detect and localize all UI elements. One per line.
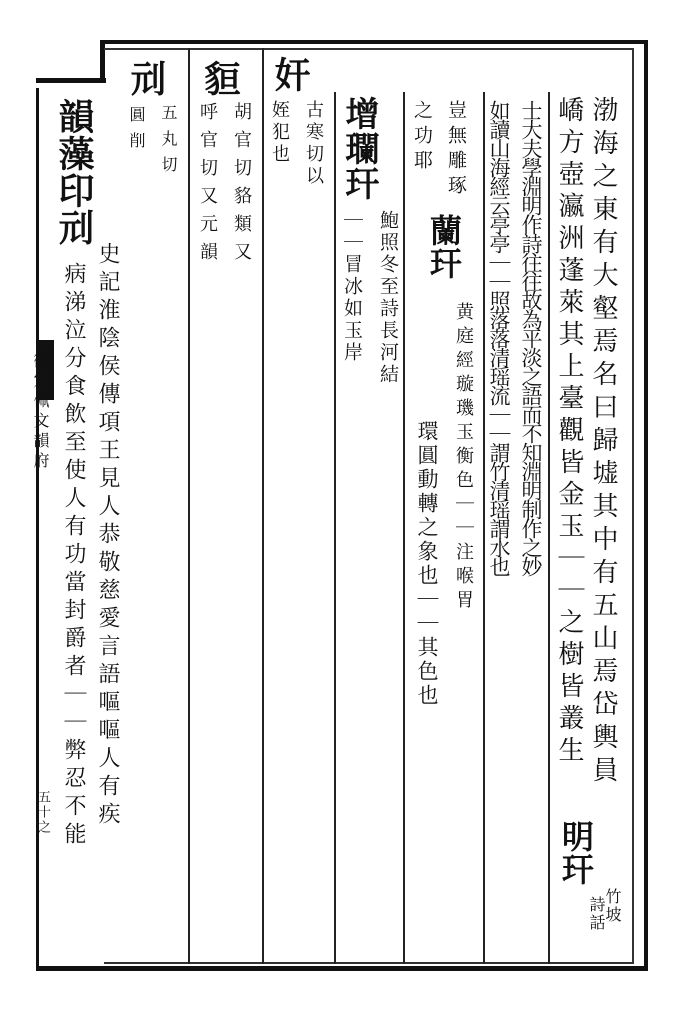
text-column-6: 之功耶 — [411, 100, 433, 175]
margin-rule — [36, 88, 39, 968]
bottom-border — [36, 966, 648, 971]
running-title: 御定佩文韻府 — [31, 352, 50, 472]
text-column-12: 五丸切 — [159, 104, 178, 182]
entry-heading: 增瓓玕 — [339, 96, 379, 201]
text-column-9: 古寒切以 — [303, 100, 324, 188]
text-column-7: 鮑照冬至詩長河結 — [377, 210, 399, 386]
text-column-3: 士大夫學淵明作詩往往故為平淡之語而不知淵明制作之妙 — [519, 100, 543, 575]
entry-heading: 蘭玕 — [425, 214, 463, 280]
col-divider — [403, 92, 405, 964]
text-column-5b: 黄庭經璇璣玉衡色｜｜注喉胃 — [453, 302, 474, 614]
text-column-13: 圓削 — [127, 106, 146, 158]
text-column-10: 胡官切貉類又 — [231, 102, 252, 270]
text-column-5: 豈無雕琢 — [445, 100, 467, 200]
col-divider — [334, 92, 336, 964]
text-column-6b: 環圓動轉之象也｜｜其色也 — [415, 420, 439, 708]
folio-number: 五十之 — [35, 790, 50, 835]
entry-heading: 刓 — [125, 60, 167, 97]
entry-heading: 奸 — [269, 56, 311, 93]
entry-heading: 明玕 — [557, 820, 595, 886]
col-divider — [548, 92, 550, 964]
text-column-2: 嶠方壺瀛洲蓬萊其上臺觀皆金玉｜｜之樹皆叢生 — [554, 96, 584, 768]
text-column-11: 呼官切又元韻 — [197, 102, 218, 270]
text-column-8: ｜｜冒冰如玉岸 — [341, 210, 363, 364]
entry-heading: 貆 — [199, 60, 241, 97]
section-heading: 韻藻印刓 — [53, 98, 95, 246]
col-divider — [188, 48, 190, 964]
col-divider — [483, 92, 485, 964]
text-column-1: 渤海之東有大壑焉名曰歸墟其中有五山焉岱輿員 — [588, 96, 618, 789]
source-note: 詩話 — [587, 896, 606, 932]
top-border-left — [36, 78, 106, 83]
text-column-9b: 姪犯也 — [269, 100, 290, 166]
text-column-14: 史記淮陰侯傳項王見人恭敬慈愛言語嘔嘔人有疾 — [95, 242, 120, 830]
text-column-15: 病涕泣分食飲至使人有功當封爵者｜｜弊忍不能 — [61, 262, 86, 850]
col-divider — [262, 48, 264, 964]
text-column-4: 如讀山海經云亭亭｜｜照落落清瑶流｜｜謂竹清瑶謂水也 — [487, 100, 511, 575]
source-note: 竹坡 — [603, 888, 622, 924]
